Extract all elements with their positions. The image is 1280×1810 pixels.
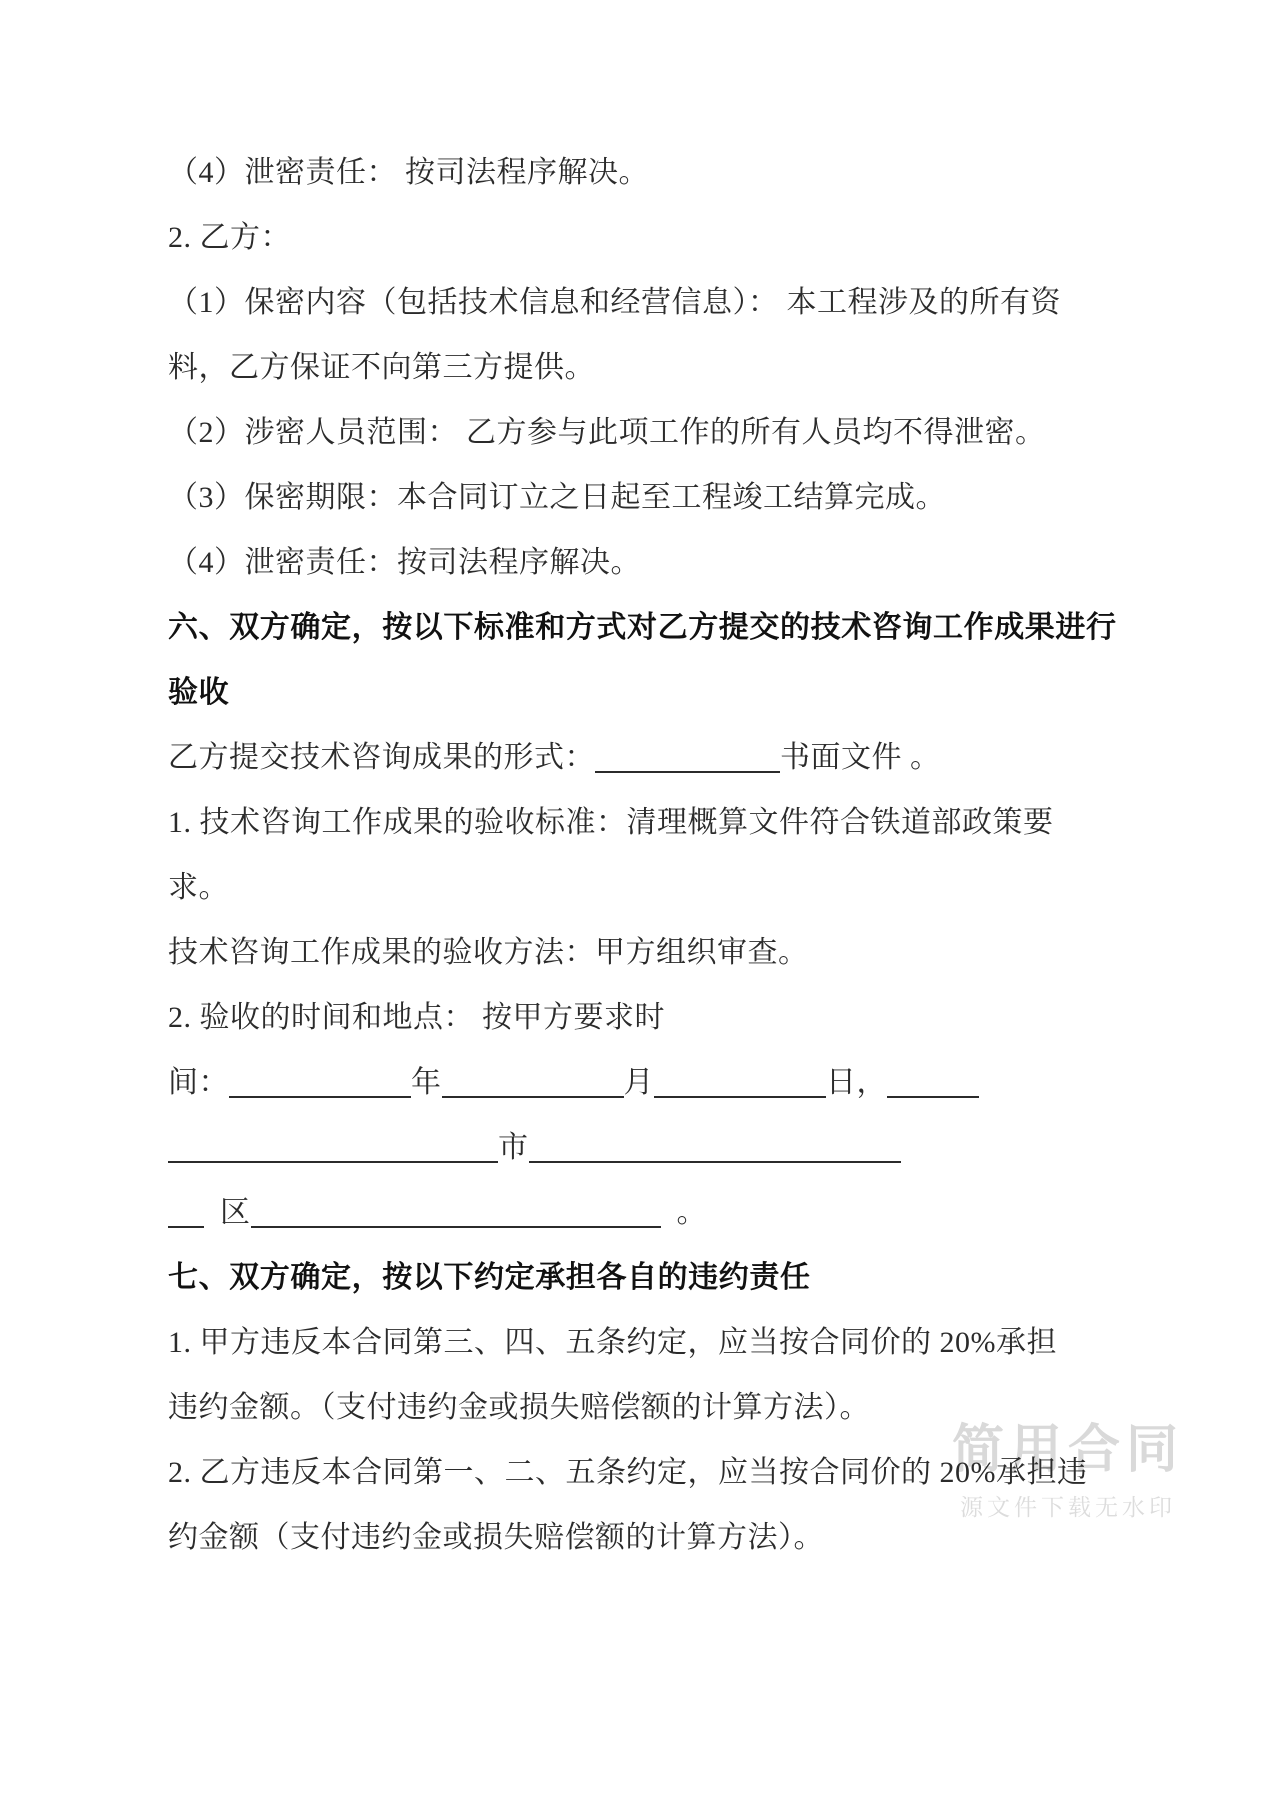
section-six-heading: 六、双方确定，按以下标准和方式对乙方提交的技术咨询工作成果进行验收: [168, 611, 1117, 709]
paragraph-party-a-item-4: （4）泄密责任： 按司法程序解决。: [168, 156, 649, 189]
paragraph-party-b-item-1-line-1: （1）保密内容（包括技术信息和经营信息）： 本工程涉及的所有资: [168, 286, 1061, 319]
district-blank-right[interactable]: [251, 1204, 661, 1228]
paragraph-party-b-item-4: （4）泄密责任：按司法程序解决。: [168, 546, 641, 579]
acceptance-form-line: [168, 725, 1130, 790]
paragraph-acceptance-standard-line-2: 求。: [168, 871, 229, 904]
paragraph-breach-item-2-line-1: 2. 乙方违反本合同第一、二、五条约定，应当按合同价的 20%承担违: [168, 1456, 1088, 1489]
acceptance-date-line: [168, 1050, 1130, 1115]
paragraph-breach-item-2-line-2: 约金额（支付违约金或损失赔偿额的计算方法）。: [168, 1521, 824, 1554]
acceptance-city-line: [168, 1115, 1130, 1180]
section-seven-heading: 七、双方确定，按以下约定承担各自的违约责任: [168, 1261, 811, 1294]
date-year-blank[interactable]: [229, 1074, 411, 1098]
paragraph-acceptance-time-place: 2. 验收的时间和地点： 按甲方要求时: [168, 1001, 665, 1034]
district-label: 区: [220, 1196, 251, 1229]
paragraph-breach-item-1-line-2: 违约金额。（支付违约金或损失赔偿额的计算方法）。: [168, 1391, 870, 1424]
acceptance-district-line: [168, 1180, 1130, 1245]
watermark-main-text: 简用合同: [951, 1421, 1184, 1480]
district-blank-left[interactable]: [168, 1204, 204, 1228]
paragraph-party-b-label: 2. 乙方：: [168, 221, 291, 254]
paragraph-acceptance-method: 技术咨询工作成果的验收方法：甲方组织审查。: [168, 936, 809, 969]
paragraph-party-b-item-3: （3）保密期限：本合同订立之日起至工程竣工结算完成。: [168, 481, 946, 514]
paragraph-party-b-item-1-line-2: 料，乙方保证不向第三方提供。: [168, 351, 595, 384]
city-blank-left[interactable]: [168, 1139, 498, 1163]
date-month-blank[interactable]: [442, 1074, 624, 1098]
paragraph-acceptance-standard-line-1: 1. 技术咨询工作成果的验收标准：清理概算文件符合铁道部政策要: [168, 806, 1054, 839]
watermark-sub-text: 源文件下载无水印: [959, 1494, 1176, 1520]
date-month-label: 月: [623, 1066, 654, 1099]
paragraph-party-b-item-2: （2）涉密人员范围： 乙方参与此项工作的所有人员均不得泄密。: [168, 416, 1046, 449]
date-year-label: 年: [411, 1066, 442, 1099]
date-line-prefix: 间：: [168, 1066, 229, 1099]
city-blank-right[interactable]: [529, 1139, 901, 1163]
city-label: 市: [498, 1131, 529, 1164]
document-body: [168, 140, 1130, 1570]
paragraph-breach-item-1-line-1: 1. 甲方违反本合同第三、四、五条约定，应当按合同价的 20%承担: [168, 1326, 1057, 1359]
date-day-blank[interactable]: [654, 1074, 826, 1098]
district-line-period: 。: [676, 1196, 707, 1229]
acceptance-form-suffix: 书面文件 。: [780, 741, 941, 774]
acceptance-form-blank[interactable]: [595, 749, 780, 773]
date-day-label: 日，: [826, 1066, 887, 1099]
acceptance-form-prefix: 乙方提交技术咨询成果的形式：: [168, 741, 595, 774]
location-prefix-blank[interactable]: [887, 1074, 979, 1098]
